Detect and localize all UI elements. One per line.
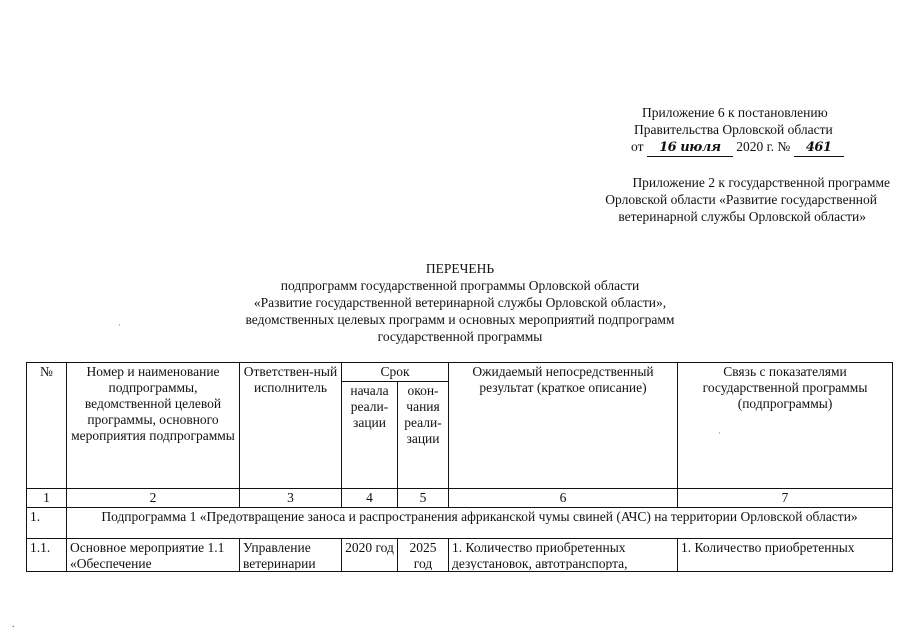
year-number-label: 2020 г. № — [736, 139, 791, 154]
appendix-line-2: Правительства Орловской области — [634, 122, 833, 137]
document-title — [200, 260, 720, 345]
handwritten-number: 461 — [794, 139, 844, 157]
measure-row — [27, 539, 893, 572]
appendix-date-line — [600, 138, 900, 157]
date-prefix: от — [631, 139, 644, 154]
column-number: 7 — [678, 489, 893, 508]
column-number-row — [27, 489, 893, 508]
appendix-header — [600, 104, 900, 157]
appendix-2-header — [560, 174, 890, 225]
appendix-2-line-2: Орловской области «Развитие государственной — [605, 192, 877, 207]
measure-end: 2025 год — [398, 539, 449, 572]
column-number: 4 — [342, 489, 398, 508]
header-name: Номер и наименование подпрограммы, ведомственной целевой программы, основного мероприятия подпрограммы — [67, 363, 240, 489]
measure-num: 1.1. — [27, 539, 67, 572]
scan-speck: · — [118, 320, 121, 330]
column-number: 6 — [449, 489, 678, 508]
table-header-row — [27, 363, 893, 382]
title-line-2: «Развитие государственной ветеринарной службы Орловской области», — [253, 295, 667, 310]
header-result: Ожидаемый непосредственный результат (краткое описание) — [449, 363, 678, 489]
title-line-3: ведомственных целевых программ и основных мероприятий подпрограмм — [245, 312, 675, 327]
subprogram-row — [27, 508, 893, 539]
header-term: Срок — [342, 363, 449, 382]
handwritten-date: 16 июля — [647, 139, 733, 157]
column-number: 5 — [398, 489, 449, 508]
title-line-1: подпрограмм государственной программы Орловской области — [280, 278, 640, 293]
measure-link: 1. Количество приобретенных — [678, 539, 893, 572]
column-number: 2 — [67, 489, 240, 508]
subprogram-table — [26, 362, 893, 572]
appendix-line-1: Приложение 6 к постановлению — [642, 105, 828, 120]
title-heading: ПЕРЕЧЕНЬ — [425, 261, 495, 276]
subprogram-text: Подпрограмма 1 «Предотвращение заноса и распространения африканской чумы свиней (АЧС) на территории Орловской области» — [67, 508, 893, 539]
subprogram-num: 1. — [27, 508, 67, 539]
measure-start: 2020 год — [342, 539, 398, 572]
scan-speck: · — [718, 428, 721, 438]
measure-name: Основное мероприятие 1.1 «Обеспечение — [67, 539, 240, 572]
appendix-2-line-3: ветеринарной службы Орловской области» — [618, 209, 866, 224]
header-executor: Ответствен-ный исполнитель — [240, 363, 342, 489]
header-num: № — [27, 363, 67, 489]
measure-result: 1. Количество приобретенных дезустановок, автотранспорта, — [449, 539, 678, 572]
title-line-4: государственной программы — [377, 329, 543, 344]
column-number: 1 — [27, 489, 67, 508]
page-edge-mark: . — [12, 619, 15, 630]
column-number: 3 — [240, 489, 342, 508]
header-link: Связь с показателями государственной программы (подпрограммы) — [678, 363, 893, 489]
header-end: окон-чания реали-зации — [398, 382, 449, 489]
appendix-2-line-1: Приложение 2 к государственной программе — [632, 175, 890, 190]
measure-executor: Управление ветеринарии — [240, 539, 342, 572]
header-start: начала реали-зации — [342, 382, 398, 489]
